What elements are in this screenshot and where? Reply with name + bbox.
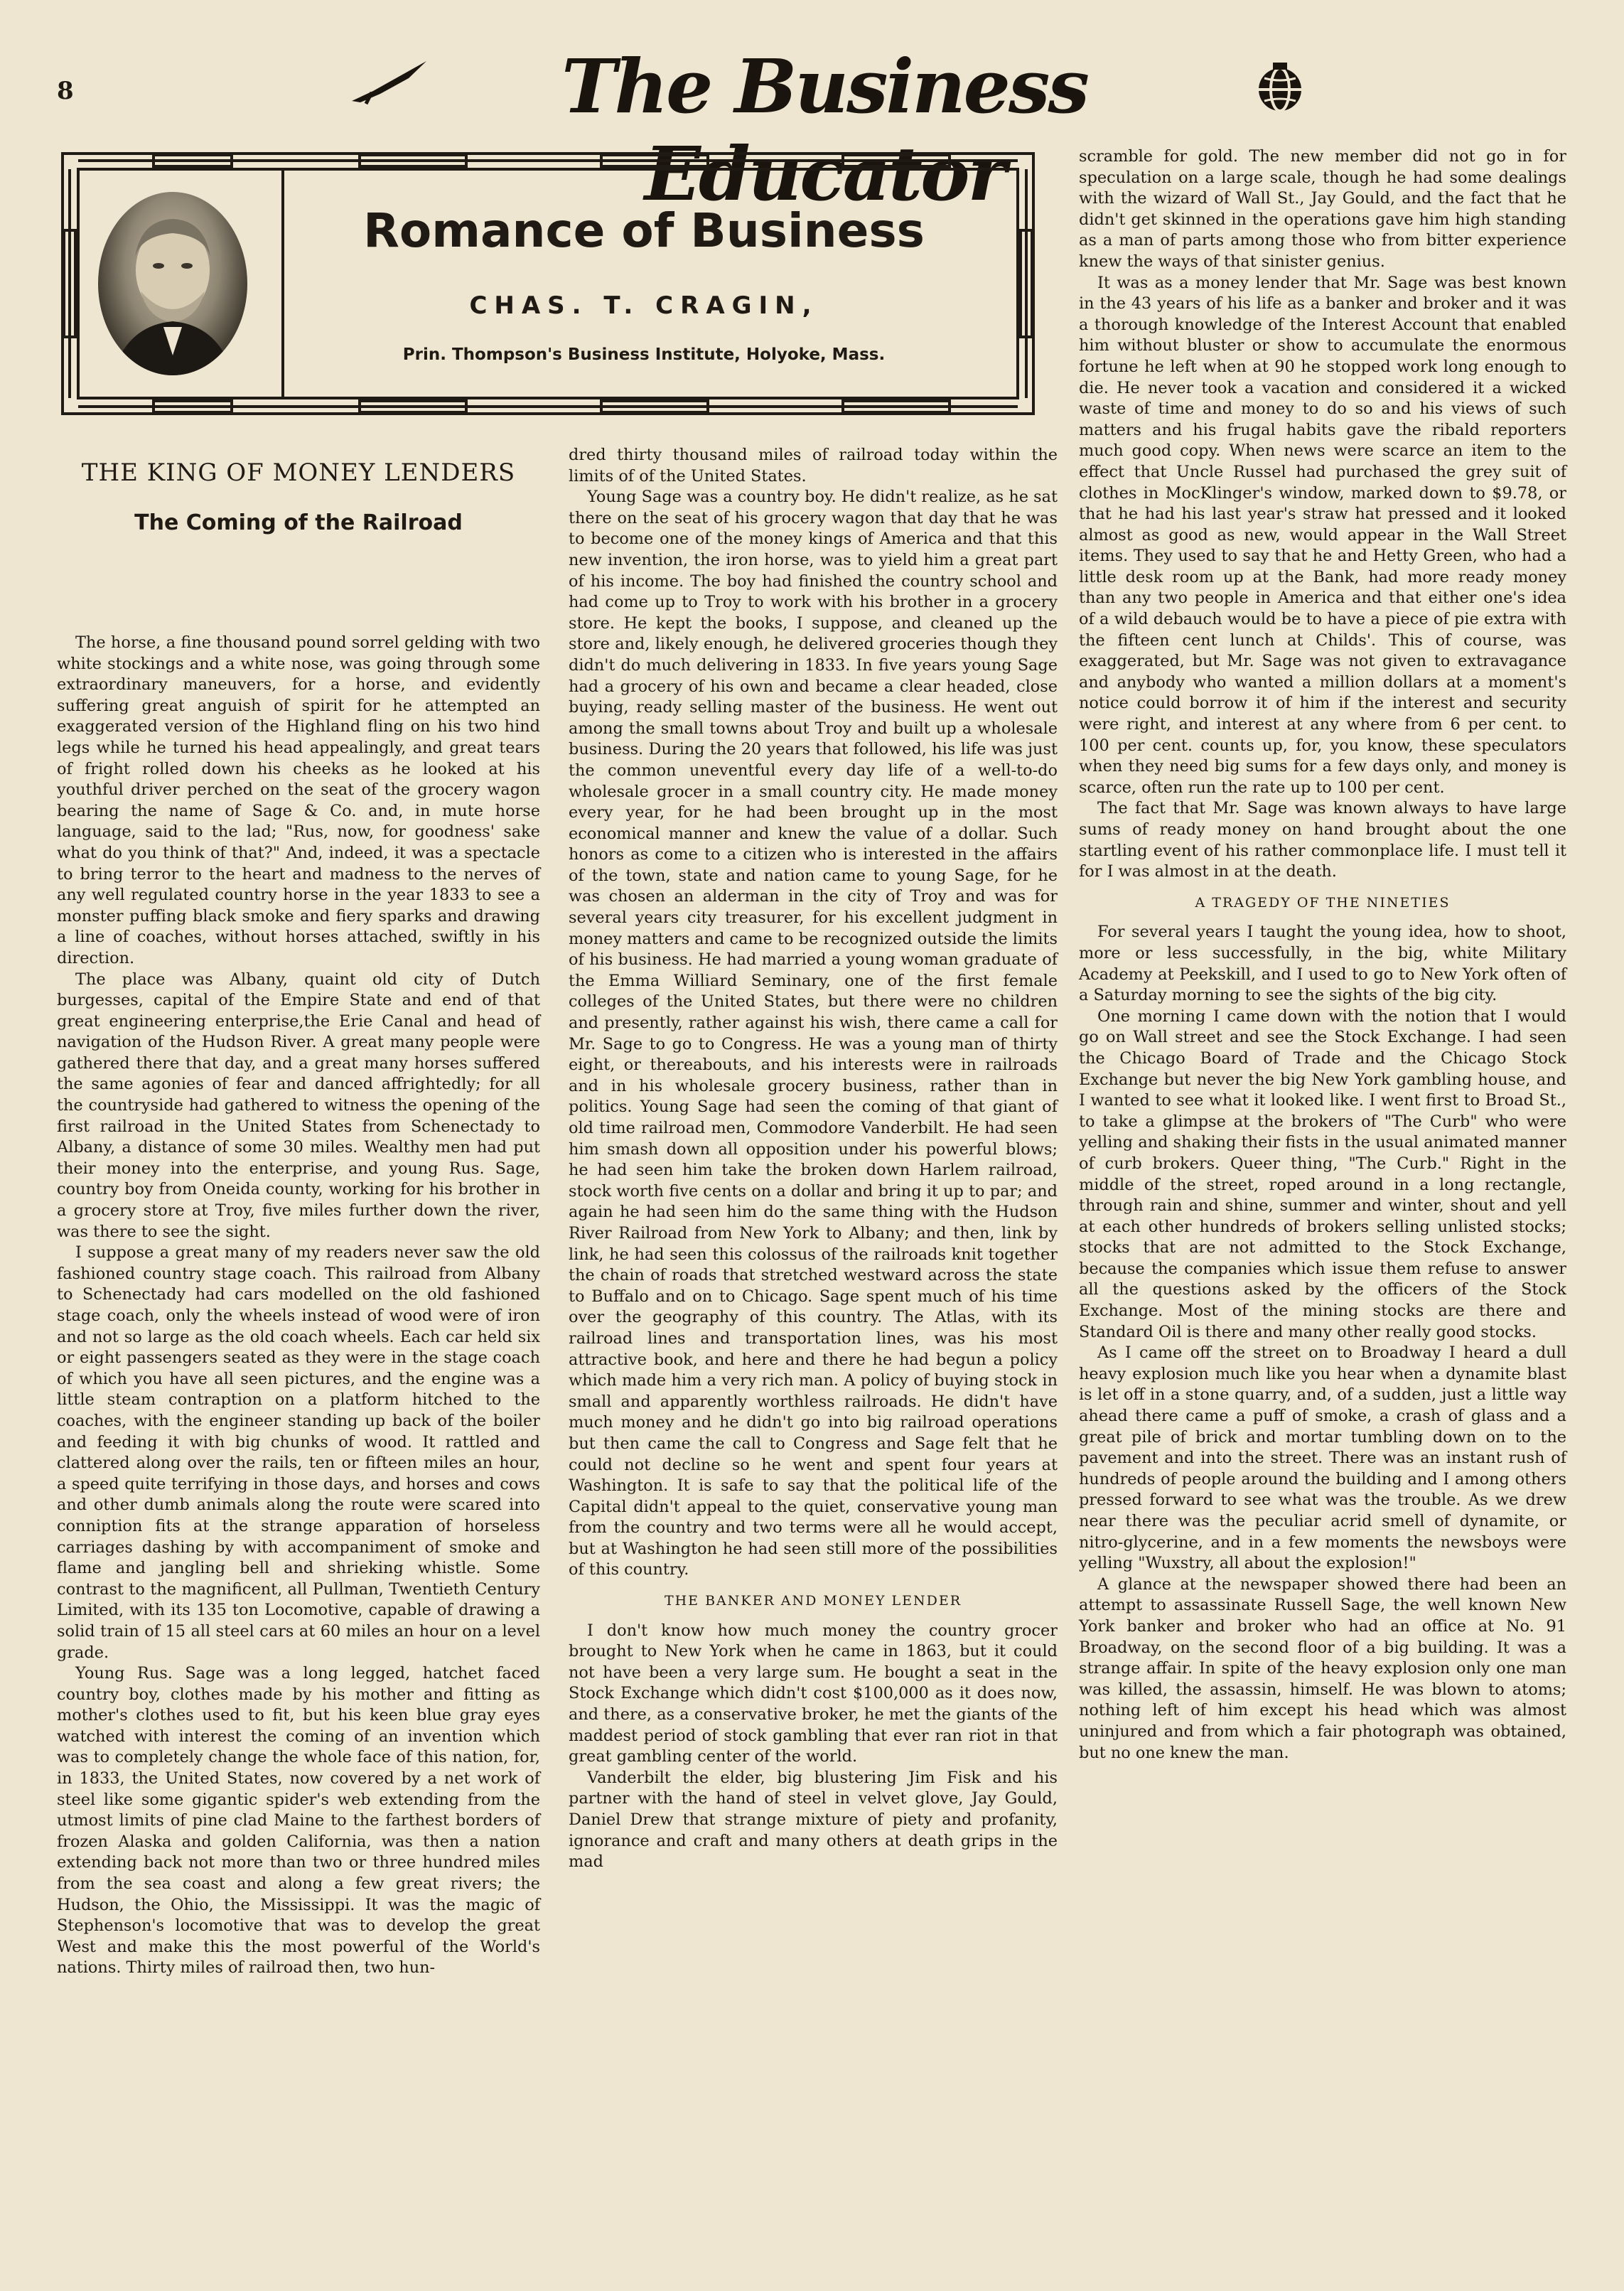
globe-emblem-icon bbox=[1254, 61, 1306, 119]
author-name: CHAS. T. CRAGIN, bbox=[469, 291, 819, 320]
page-number: 8 bbox=[57, 77, 75, 105]
column-2 bbox=[569, 445, 1058, 1873]
quill-pen-icon bbox=[352, 57, 430, 109]
author-portrait bbox=[98, 192, 247, 375]
paragraph: The horse, a fine thousand pound sorrel gelding with two white stockings and a white nose, was going through some extraordinary maneuvers, for a horse, and evidently suffering great anguish of spirit for he attempted an exaggerated version of the Highland fling on his two hind legs while he turned his head appealingly, and great tears of fright rolled down his cheeks as he looked at his youthful driver perched on the seat of the grocery wagon bearing the name of Sage & Co. and, in mute horse language, said to the lad; "Rus, now, for goodness' sake what do you think of that?" And, indeed, it was a spectacle to bring terror to the heart and madness to the nerves of any well regulated country horse in the year 1833 to see a monster puffing black smoke and fiery sparks and drawing a line of coaches, without horses attached, swiftly in his direction. bbox=[57, 633, 540, 967]
paragraph: The place was Albany, quaint old city of Dutch burgesses, capital of the Empire State and end of that great engineering enterprise,the Erie Canal and head of navigation of the Hudson River. A great many people were gathered there that day, and a great many horses suffered the same agonies of fear and danced affrightedly; for all the countryside had gathered to witness the opening of the first railroad in the United States from Schenectady to Albany, a distance of some 30 miles. Wealthy men had put their money into the enterprise, and young Rus. Sage, country boy from Oneida county, working for his brother in a grocery store at Troy, five miles further down the river, was there to see the sight. bbox=[57, 970, 540, 1241]
paragraph: As I came off the street on to Broadway I heard a dull heavy explosion much like you hear when a dynamite blast is let off in a stone quarry, and, of a sudden, just a little way ahead there came a puff of smoke, a crash of glass and a great pile of brick and mortar tumbling down on to the pavement and into the street. There was an instant rush of hundreds of people around the building and I among others pressed forward to see what was the trouble. As we drew near there was the peculiar acrid smell of dynamite, or nitro-glycerine, and in a few moments the newsboys were yelling "Wuxstry, all about the explosion!" bbox=[1079, 1343, 1566, 1573]
masthead-title: The Business Educator bbox=[561, 43, 1087, 218]
paragraph: One morning I came down with the notion that I would go on Wall street and see the Stock Exchange. I had seen the Chicago Board of Trade and the Chicago Stock Exchange but never the big New York gambling house, and I wanted to see what it looked like. I went first to Broad St., to take a glimpse at the brokers of "The Curb" who were yelling and shaking their fists in the usual animated manner of curb brokers. Queer thing, "The Curb." Right in the middle of the street, roped around in a long rectangle, through rain and shine, summer and winter, shout and yell at each other hundreds of brokers selling unlisted stocks; stocks that are not admitted to the Stock Exchange, because the companies which issue them refuse to answer all the questions asked by the officers of the Stock Exchange. Most of the mining stocks are there and Standard Oil is there and many other really good stocks. bbox=[1079, 1007, 1566, 1341]
column-3 bbox=[1079, 146, 1566, 1764]
article-headline: THE KING OF MONEY LENDERS bbox=[81, 458, 516, 487]
paragraph: Vanderbilt the elder, big blustering Jim Fisk and his partner with the hand of steel in velvet glove, Jay Gould, Daniel Drew that strange mixture of piety and profanity, ignorance and craft and many others at death grips in the mad bbox=[569, 1768, 1058, 1872]
author-affiliation: Prin. Thompson's Business Institute, Holyoke, Mass. bbox=[402, 345, 886, 364]
paragraph: It was as a money lender that Mr. Sage was best known in the 43 years of his life as a banker and broker and it was a thorough knowledge of the Interest Account that enabled him without bluster or show to accumulate the enormous fortune he left when at 90 he stopped work long enough to die. He never took a vacation and considered it a wicked waste of time and money to do so and his views of such matters and his frugal habits gave the ribald reporters much good copy. When news were scarce an item to the effect that Uncle Russel had purchased the grey suit of clothes in MocKlinger's window, marked down to $9.78, or that he had his last year's straw hat pressed and it looked almost as good as new, would appear in the Wall Street items. They used to say that he and Hetty Green, who had a little desk room up at the Bank, had more ready money than any two people in America and that either one's idea of a wild debauch would be to have a piece of pie extra with the fifteen cent lunch at Childs'. This of course, was exaggerated, but Mr. Sage was not given to extravagance and anybody who wanted a million dollars at a moment's notice could borrow it of him if the interest and security were right, and interest at any where from 6 per cent. to 100 per cent. counts up, for, you know, these speculators when they need big sums for a few days only, and money is scarce, often run the rate up to 100 per cent. bbox=[1079, 273, 1566, 797]
paragraph: For several years I taught the young idea, how to shoot, more or less successfully, in the big, white Military Academy at Peekskill, and I used to go to New York often of a Saturday morning to see the sights of the big city. bbox=[1079, 923, 1566, 1005]
section-heading: THE BANKER AND MONEY LENDER bbox=[664, 1593, 962, 1609]
paragraph: scramble for gold. The new member did not go in for speculation on a large scale, though he had some dealings with the wizard of Wall St., Jay Gould, and the fact that he didn't get skinned in the operations gave him high standing as a man of parts among those who from bitter experience knew the ways of that sinister genius. bbox=[1079, 147, 1566, 271]
article-subhead: The Coming of the Railroad bbox=[134, 510, 463, 535]
section-heading: A TRAGEDY OF THE NINETIES bbox=[1195, 894, 1451, 911]
paragraph: I don't know how much money the country grocer brought to New York when he came in 1863, but it could not have been a very large sum. He bought a seat in the Stock Exchange which didn't cost $100,000 as it does now, and there, as a conservative broker, he met the giants of the maddest period of stock gambling that ever ran riot in that great gambling center of the world. bbox=[569, 1621, 1058, 1766]
paragraph: The fact that Mr. Sage was known always to have large sums of ready money on hand brought about the one startling event of his rather commonplace life. I must tell it for I was almost in at the death. bbox=[1079, 799, 1566, 881]
paragraph: A glance at the newspaper showed there had been an attempt to assassinate Russell Sage, the well known New York banker and broker who had an office at No. 91 Broadway, on the second floor of a big building. It was a strange affair. In spite of the heavy explosion only one man was killed, the assassin, himself. He was blown to atoms; nothing left of him except his head which was almost uninjured and from which a fair photograph was obtained, but no one knew the man. bbox=[1079, 1574, 1566, 1762]
paragraph: dred thirty thousand miles of railroad today within the limits of of the United States. bbox=[569, 446, 1058, 485]
column-1 bbox=[57, 633, 540, 1979]
paragraph: Young Rus. Sage was a long legged, hatchet faced country boy, clothes made by his mother and fitting as mother's clothes used to fit, but his keen blue gray eyes watched with interest the coming of an invention which was to completely change the whole face of this nation, for, in 1833, the United States, now covered by a net work of steel like some gigantic spider's web extending from the utmost limits of pine clad Maine to the farthest borders of frozen Alaska and golden California, was then a nation extending back not more than two or three hundred miles from the sea coast and along a few great rivers; the Hudson, the Ohio, the Mississippi. It was the magic of Stephenson's locomotive that was to develop the great West and make this the most powerful of the World's nations. Thirty miles of railroad then, two hun- bbox=[57, 1664, 540, 1978]
paragraph: I suppose a great many of my readers never saw the old fashioned country stage coach. This railroad from Albany to Schenectady had cars modelled on the old fashioned stage coach, only the wheels instead of wood were of iron and not so large as the old coach wheels. Each car held six or eight passengers seated as they were in the stage coach of which you have all seen pictures, and the engine was a little steam contraption on a platform hitched to the coaches, with the engineer standing up back of the boiler and feeding it with big chunks of wood. It rattled and clattered along over the rails, ten or fifteen miles an hour, a speed quite terrifying in those days, and horses and cows and other dumb animals along the route were scared into conniption fits at the strange apparation of horseless carriages dashing by with accompaniment of smoke and flame and jangling bell and shrieking whistle. Some contrast to the magnificent, all Pullman, Twentieth Century Limited, with its 135 ton Locomotive, capable of drawing a solid train of 15 all steel cars at 60 miles an hour on a level grade. bbox=[57, 1243, 540, 1662]
article-series-title: Romance of Business bbox=[363, 203, 925, 258]
article-header-box bbox=[61, 152, 1035, 415]
paragraph: Young Sage was a country boy. He didn't realize, as he sat there on the seat of his grocery wagon that day that he was to become one of the money kings of America and that this new invention, the iron horse, was to yield him a great part of his income. The boy had finished the country school and had come up to Troy to work with his brother in a grocery store. He kept the books, I suppose, and cleaned up the store and, likely enough, he delivered groceries though they didn't do much delivering in 1833. In five years young Sage had a grocery of his own and became a clear headed, close buying, ready selling master of the business. He went out among the small towns about Troy and built up a wholesale business. During the 20 years that followed, his life was just the common uneventful every day life of a well-to-do wholesale grocer in a small country city. He made money every year, for he had been brought up in the most economical manner and knew the value of a dollar. Such honors as come to a citizen who is interested in the affairs of the town, state and nation came to young Sage, for he was chosen an alderman in the city of Troy and was for several years city treasurer, for his excellent judgment in money matters and came to be recognized outside the limits of his business. He had married a young woman graduate of the Emma Williard Seminary, one of the first female colleges of the United States, but there were no children and presently, rather against his wish, there came a call for Mr. Sage to go to Congress. He was a young man of thirty eight, or thereabouts, and his interests were in railroads and in his wholesale grocery business, rather than in politics. Young Sage had seen the coming of that giant of old time railroad men, Commodore Vanderbilt. He had seen him smash down all opposition under his powerful blows; he had seen him take the broken down Harlem railroad, stock worth five cents on a dollar and bring it up to par; and again he had seen him do the same thing with the Hudson River Railroad from New York to Albany; and then, link by link, he had seen this colossus of the railroads knit together the chain of roads that stretched westward across the state to Buffalo and on to Chicago. Sage spent much of his time over the geography of this country. The Atlas, with its railroad lines and transportation lines, was his most attractive book, and here and there he had begun a policy which made him a very rich man. A policy of buying stock in small and apparently worthless railroads. He didn't have much money and he didn't go into big railroad operations but then came the call to Congress and Sage felt that he could not decline so he went and spent four years at Washington. It is safe to say that the political life of the Capital didn't appeal to the quiet, conservative young man from the country and two terms were all he would accept, but at Washington he had seen still more of the possibilities of this country. bbox=[569, 488, 1058, 1579]
